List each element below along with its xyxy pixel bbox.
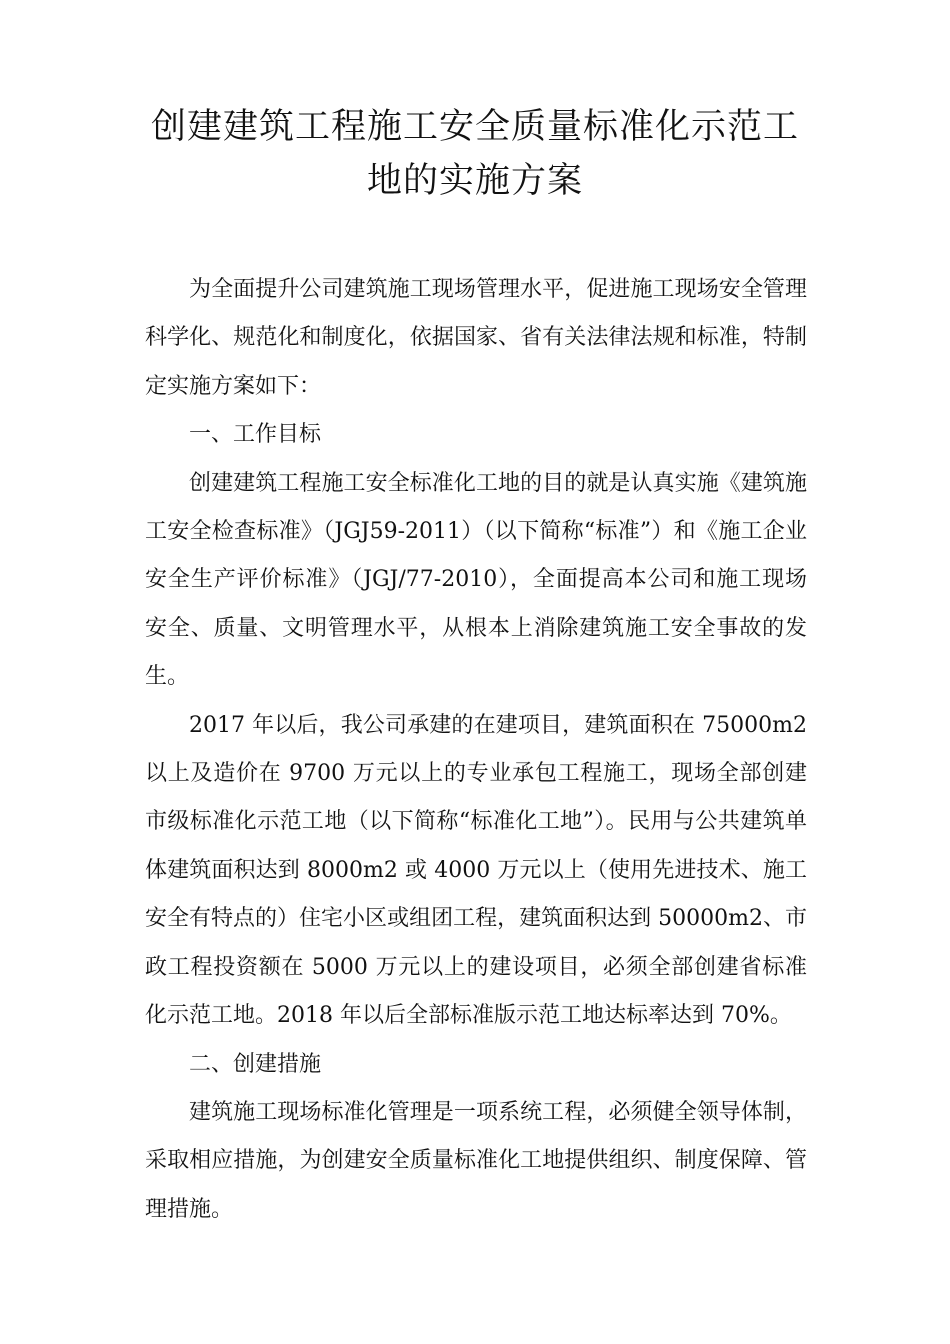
title-line-2: 地的实施方案 — [366, 161, 583, 201]
title-line-1: 创建建筑工程施工安全质量标准化示范工 — [150, 107, 799, 147]
document-title — [140, 100, 810, 208]
section-heading-goals: 一、工作目标 — [189, 422, 322, 448]
section-heading-measures: 二、创建措施 — [189, 1051, 322, 1077]
document-body — [145, 266, 807, 1234]
goals-paragraph: 创建建筑工程施工安全标准化工地的目的就是认真实施《建筑施工安全检查标准》（JGJ59-2011）（以下简称“标准”）和《施工企业安全生产评价标准》（JGJ/77-2010），全面提高本公司和施工现场安全、质量、文明管理水平，从根本上消除建筑施工安全事故的发生。 — [145, 470, 807, 690]
targets-paragraph: 2017 年以后，我公司承建的在建项目，建筑面积在 75000m2 以上及造价在 9700 万元以上的专业承包工程施工，现场全部创建市级标准化示范工地（以下简称“标准化工地”）。民用与公共建筑单体建筑面积达到 8000m2 或 4000 万元以上（使用先进技术、施工安全有特点的）住宅小区或组团工程，建筑面积达到 50000m2、市政工程投资额在 5000 万元以上的建设项目，必须全部创建省标准化示范工地。2018 年以后全部标准版示范工地达标率达到 70%。 — [145, 712, 807, 1029]
measures-paragraph: 建筑施工现场标准化管理是一项系统工程，必须健全领导体制，采取相应措施，为创建安全质量标准化工地提供组织、制度保障、管理措施。 — [145, 1099, 807, 1222]
intro-paragraph: 为全面提升公司建筑施工现场管理水平，促进施工现场安全管理科学化、规范化和制度化，依据国家、省有关法律法规和标准，特制定实施方案如下： — [145, 277, 807, 399]
